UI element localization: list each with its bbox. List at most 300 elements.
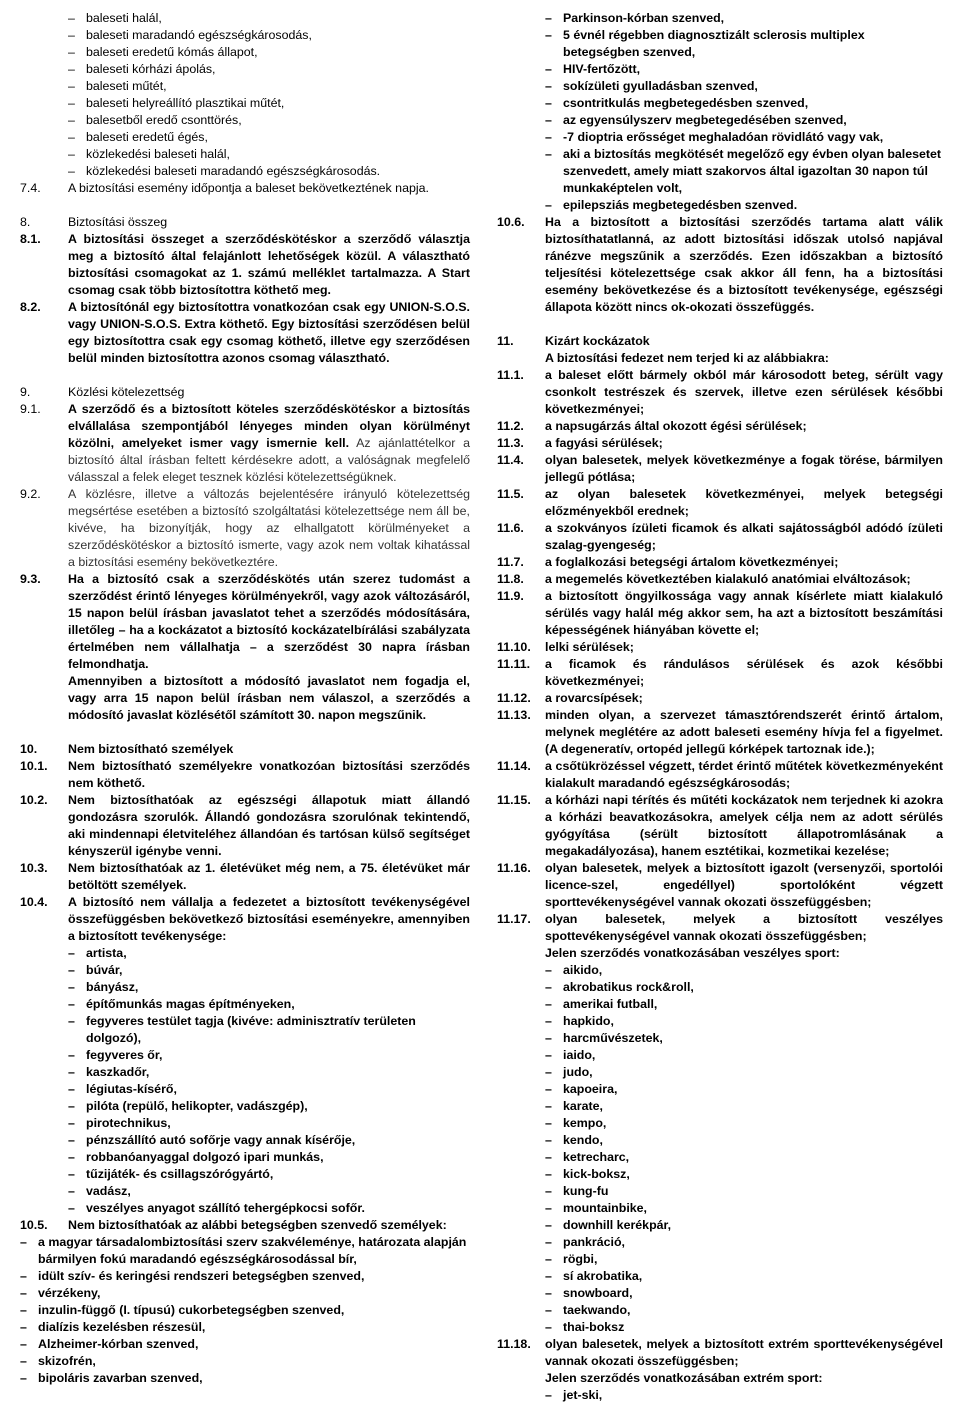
section-text: a csőtükrözéssel végzett, térdet érintő műtétek következményeként kialakult maradandó egészségkárosodás; [545,759,943,790]
dash-marker: – [68,147,75,161]
dash-marker: – [545,1082,552,1096]
dash-item-text: vadász, [86,1184,131,1198]
dash-marker: – [20,1286,27,1300]
section-text: Nem biztosítható személyek [68,742,234,756]
section-number: 11. [497,334,514,348]
dash-list-item [545,979,943,996]
dash-marker: – [68,62,75,76]
section-right-items-12 [497,707,943,758]
dash-marker: – [68,130,75,144]
dash-list-item [68,1064,470,1081]
dash-item-text: Parkinson-kórban szenved, [563,11,725,25]
section-text: Ha a biztosított a biztosítási szerződés tartama alatt válik biztosíthatatlanná, az adott biztosítási időszak utolsó napjával ránézve megszűnik a szerződés. Ezen időszakban a biztosító teljesítési kötelezettsége csak akkor áll fenn, ha a biztosítási esemény bekövetkezése és a biztosított tevékenysége, egészségi állapota között nincs ok-okozati összefüggés. [545,215,943,314]
dash-marker: – [545,1201,552,1215]
section-left-s10 [20,741,470,758]
dash-item-text: pénzszállító autó sofőrje vagy annak kísérője, [86,1133,356,1147]
dash-marker: – [545,1099,552,1113]
dash-item-text: csontritkulás megbetegedésben szenved, [563,96,809,110]
dash-list-item [68,146,470,163]
section-right-items-3 [497,452,943,486]
dash-marker: – [545,1218,552,1232]
dash-item-text: közlekedési baleseti halál, [86,147,230,161]
dash-list-item [68,945,470,962]
section-right-items-10 [497,656,943,690]
section-text: A biztosítási összeget a szerződéskötéskor a szerződő választja meg a biztosító által felajánlott lehetőségek közül. A választható biztosítási csomagokat az 1. számú melléklet tartalmazza. A Start csomag csak több biztosítottra köthető meg. [68,232,470,297]
dash-marker: – [545,130,552,144]
left-column [20,10,470,1387]
dash-item-text: pankráció, [563,1235,625,1249]
dash-item-text: artista, [86,946,127,960]
dash-marker: – [68,79,75,93]
section-right-items-4 [497,486,943,520]
dash-item-text: baleseti műtét, [86,79,167,93]
section-number: 11.13. [497,708,531,722]
section-text: Nem biztosítható személyekre vonatkozóan biztosítási szerződés nem köthető. [68,759,470,790]
section-text: a szokványos ízületi ficamok és alkati sajátosságból adódó ízületi szalag-gyengeség; [545,521,943,552]
dash-marker: – [68,1150,75,1164]
section-number: 11.8. [497,572,524,586]
section-number: 11.9. [497,589,524,603]
dash-item-text: judo, [563,1065,593,1079]
section-number: 10.3. [20,861,48,875]
section-text: Nem biztosíthatóak az alábbi betegségben szenvedő személyek: [68,1218,447,1232]
section-text: lelki sérülések; [545,640,634,654]
section-number: 11.12. [497,691,531,705]
dash-list-item [545,962,943,979]
dash-list-item [545,61,943,78]
section-text: A biztosítónál egy biztosítottra vonatkozóan csak egy UNION-S.O.S. vagy UNION-S.O.S. Extra köthető. Egy biztosítási szerződésen belül egy biztosítottra csak egy csomag köthető, illetve egy szerződésen belül minden biztosítottra azonos csomag választható. [68,300,470,365]
dash-marker: – [68,946,75,960]
dash-marker: – [68,1133,75,1147]
section-number: 10.2. [20,793,48,807]
dash-item-text: kendo, [563,1133,603,1147]
dash-item-text: harcművészetek, [563,1031,663,1045]
dash-marker: – [545,1269,552,1283]
dash-marker: – [20,1354,27,1368]
section-left-s8_2 [20,299,470,367]
dash-item-text: fegyveres testület tagja (kivéve: adminisztratív területen dolgozó), [86,1014,416,1045]
dash-list-item [68,78,470,95]
section-number: 11.3. [497,436,524,450]
section-right-s11 [497,333,943,350]
section-text: a kórházi napi térítés és műtéti kockázatok nem terjednek ki azokra a kórházi beavatkozásokra, amelyek célja nem az adott sérülés gyógyítása (sérült biztosított állapotromlásának a megakadályozása), hanem esztétikai, kozmetikai kezelése; [545,793,943,858]
section-text: Közlési kötelezettség [68,385,185,399]
section-right-items-2 [497,435,943,452]
dash-item-text: kaszkadőr, [86,1065,150,1079]
dash-list-item [545,1081,943,1098]
dash-list-item [545,996,943,1013]
dash-list-item [545,1132,943,1149]
dash-list-item [68,1115,470,1132]
dash-list-item [68,979,470,996]
section-number: 7.4. [20,181,41,195]
section-number: 11.16. [497,861,531,875]
dash-item-text: karate, [563,1099,603,1113]
dash-item-text: kick-boksz, [563,1167,630,1181]
dash-item-text: thai-boksz [563,1320,625,1334]
dash-marker: – [545,963,552,977]
dash-item-text: balesetből eredő csonttörés, [86,113,242,127]
section-left-s8_1 [20,231,470,299]
dash-list-item [20,1353,470,1370]
spacer [497,316,943,333]
section-left-s10_2 [20,792,470,860]
dash-list-item [68,163,470,180]
dash-item-text: baleseti halál, [86,11,162,25]
dash-item-text: építőmunkás magas építményeken, [86,997,295,1011]
dash-item-text: veszélyes anyagot szállító tehergépkocsi sofőr. [86,1201,365,1215]
dash-item-text: az egyensúlyszerv megbetegedésében szenved, [563,113,847,127]
dash-list-item [545,1319,943,1336]
dash-list-item [545,129,943,146]
section-text: A biztosító nem vállalja a fedezetet a biztosított tevékenységével összefüggésben bekövetkező biztosítási eseményekre, amennyiben a biztosított tevékenysége: [68,895,470,943]
dash-item-text: mountainbike, [563,1201,647,1215]
section-left-s10_4 [20,894,470,945]
dash-marker: – [545,1286,552,1300]
dash-item-text: 5 évnél régebben diagnosztizált sclerosis multiplex betegségben szenved, [563,28,865,59]
dash-item-text: a magyar társadalombiztosítási szerv szakvéleménye, határozata alapján bármilyen fokú maradandó egészségkárosodással bír, [38,1235,467,1266]
dash-item-text: akrobatikus rock&roll, [563,980,694,994]
dash-item-text: taekwando, [563,1303,631,1317]
section-number: 11.11. [497,657,531,671]
section-paragraph: Jelen szerződés vonatkozásában extrém sport: [545,1371,823,1385]
dash-list-item [68,1013,470,1047]
dash-item-text: snowboard, [563,1286,633,1300]
section-number: 11.15. [497,793,531,807]
dash-marker: – [68,164,75,178]
dash-item-text: idült szív- és keringési rendszeri betegségben szenved, [38,1269,365,1283]
section-text: az olyan balesetek következményei, melyek betegségi előzményekből erednek; [545,487,943,518]
dash-item-text: kung-fu [563,1184,609,1198]
section-number: 10. [20,742,38,756]
dash-item-text: kempo, [563,1116,607,1130]
dash-marker: – [68,45,75,59]
dash-item-text: bányász, [86,980,139,994]
dash-item-text: inzulin-függő (I. típusú) cukorbetegségben szenved, [38,1303,345,1317]
dash-list-item [545,1234,943,1251]
section-right-items-8 [497,588,943,639]
section-text: olyan balesetek, melyek a biztosított extrém sporttevékenységével vannak okozati összefüggésben; [545,1337,943,1368]
section-left-s9_2 [20,486,470,571]
dash-marker: – [68,997,75,1011]
section-left-s8 [20,214,470,231]
dash-marker: – [545,1133,552,1147]
dash-item-text: pilóta (repülő, helikopter, vadászgép), [86,1099,308,1113]
section-text: olyan balesetek, melyek a biztosított igazolt (versenyzői, sportolói licence-szel, engedéllyel) sportolóként végzett sporttevékenységével vannak okozati összefüggésben; [545,861,943,909]
section-text: a fagyási sérülések; [545,436,663,450]
dash-item-text: dialízis kezelésben részesül, [38,1320,206,1334]
section-text: olyan balesetek, melyek következménye a fogak törése, bármilyen jellegű pótlása; [545,453,943,484]
section-number: 10.6. [497,215,525,229]
dash-item-text: hapkido, [563,1014,614,1028]
dash-item-text: aki a biztosítás megkötését megelőző egy évben olyan balesetet szenvedett, amely miatt szakorvos által igazoltan 30 napon túl munkaképtelen volt, [563,147,942,195]
spacer [20,724,470,741]
dash-item-text: robbanóanyaggal dolgozó ipari munkás, [86,1150,324,1164]
dash-item-text: sokízületi gyulladásban szenved, [563,79,758,93]
section-right-items-0 [497,367,943,418]
section-paragraph: Amennyiben a biztosított a módosító javaslatot nem fogadja el, vagy arra 15 napon belül írásban nem válaszol, a szerződés a módosító javaslat közlésétől számított 30. napon megszűnik. [68,674,470,722]
section-left-s9_1 [20,401,470,486]
section-number: 8.2. [20,300,41,314]
dash-list-item [68,129,470,146]
dash-list-item [545,1064,943,1081]
dash-marker: – [545,1303,552,1317]
section-text: A közlésre, illetve a változás bejelentésére irányuló kötelezettség megsértése esetében a biztosító szolgáltatási kötelezettsége nem áll be, kivéve, ha bizonyítják, hogy az elhallgatott körülményeket a szerződéskötéskor a biztosító ismerte, vagy azok nem voltak kihatással a biztosítási esemény bekövetkeztére. [68,487,470,569]
dash-marker: – [545,1116,552,1130]
dash-list-item [545,1149,943,1166]
dash-item-text: baleseti kórházi ápolás, [86,62,216,76]
dash-list-item [545,1217,943,1234]
dash-marker: – [545,11,552,25]
dash-marker: – [68,1048,75,1062]
dash-item-text: epilepsziás megbetegedésben szenved. [563,198,798,212]
dash-marker: – [545,28,552,42]
section-text: a baleset előtt bármely okból már károsodott beteg, sérült vagy csonkolt testrészek és szervek, illetve ezen sérülések későbbi következményei; [545,368,943,416]
section-number: 10.5. [20,1218,48,1232]
section-text: a rovarcsípések; [545,691,643,705]
dash-list-item [20,1285,470,1302]
dash-list-item [68,112,470,129]
section-number: 11.6. [497,521,524,535]
section-number: 9.3. [20,572,41,586]
dash-list-item [68,1132,470,1149]
section-number: 10.4. [20,895,48,909]
dash-item-text: baleseti eredetű égés, [86,130,208,144]
dash-list-item [68,10,470,27]
dash-marker: – [545,1014,552,1028]
section-number: 11.7. [497,555,524,569]
dash-list-item [545,1200,943,1217]
dash-item-text: HIV-fertőzött, [563,62,641,76]
dash-list-item [545,1285,943,1302]
section-number: 11.1. [497,368,524,382]
section-left-s9_3 [20,571,470,673]
dash-marker: – [545,1184,552,1198]
dash-marker: – [20,1303,27,1317]
dash-item-text: vérzékeny, [38,1286,101,1300]
section-number: 8.1. [20,232,41,246]
section-left-s10_5 [20,1217,470,1234]
section-text: a napsugárzás által okozott égési sérülések; [545,419,807,433]
section-text: a ficamok és rándulásos sérülések és azok későbbi következményei; [545,657,943,688]
section-text: a biztosított öngyilkossága vagy annak kísérlete miatt kialakuló sérülés vagy halál még akkor sem, ha azt a biztosított beszámítási képességének hiányában követte el; [545,589,943,637]
dash-list-item [545,10,943,27]
dash-item-text: ketrecharc, [563,1150,630,1164]
spacer [20,367,470,384]
section-left-s9 [20,384,470,401]
dash-marker: – [545,96,552,110]
dash-list-item [20,1268,470,1285]
dash-list-item [68,1081,470,1098]
section-text [68,401,470,486]
dash-list-item [68,95,470,112]
dash-item-text: kapoeira, [563,1082,618,1096]
section-text: A biztosítási esemény időpontja a baleset bekövetkeztének napja. [68,181,429,195]
dash-list-item [20,1370,470,1387]
dash-item-text: -7 dioptria erősséget meghaladóan rövidlátó vagy vak, [563,130,884,144]
section-text: olyan balesetek, melyek a biztosított veszélyes spottevékenységével vannak okozati összefüggésben; [545,912,943,943]
dash-marker: – [68,96,75,110]
dash-item-text: Alzheimer-kórban szenved, [38,1337,199,1351]
section-right-items-5 [497,520,943,554]
dash-item-text: iaido, [563,1048,596,1062]
dash-list-item [20,1336,470,1353]
dash-list-item [68,962,470,979]
dash-list-item [545,1183,943,1200]
section-right-items-9 [497,639,943,656]
section-text: a megemelés következtében kialakuló anatómiai elváltozások; [545,572,911,586]
dash-list-item [545,1251,943,1268]
dash-list-item [68,1047,470,1064]
dash-marker: – [20,1320,27,1334]
section-left-s10_1 [20,758,470,792]
dash-list-item [545,112,943,129]
dash-list-item [545,1387,943,1404]
dash-item-text: baleseti eredetű kómás állapot, [86,45,258,59]
dash-marker: – [68,1099,75,1113]
dash-list-item [545,1115,943,1132]
dash-item-text: búvár, [86,963,123,977]
dash-list-item [68,1149,470,1166]
section-number: 11.5. [497,487,524,501]
dash-marker: – [545,1065,552,1079]
dash-item-text: közlekedési baleseti maradandó egészségkárosodás. [86,164,381,178]
right-column [497,10,943,1404]
dash-marker: – [68,1082,75,1096]
dash-item-text: tűzijáték- és csillagszórógyártó, [86,1167,274,1181]
dash-list-item [68,44,470,61]
dash-marker: – [68,1167,75,1181]
dash-marker: – [68,963,75,977]
dash-marker: – [545,997,552,1011]
section-right-items-15 [497,860,943,911]
dash-item-text: baleseti maradandó egészségkárosodás, [86,28,312,42]
dash-item-text: sí akrobatika, [563,1269,643,1283]
dash-marker: – [545,198,552,212]
dash-list-item [545,95,943,112]
spacer [20,197,470,214]
dash-marker: – [545,1167,552,1181]
dash-marker: – [68,1201,75,1215]
section-right-items-13 [497,758,943,792]
dash-list-item [545,146,943,197]
section-right-items-6 [497,554,943,571]
dash-marker: – [545,1235,552,1249]
dash-list-item [545,1302,943,1319]
dash-list-item [68,1183,470,1200]
dash-marker: – [545,1048,552,1062]
dash-list-item [545,1268,943,1285]
dash-item-text: amerikai futball, [563,997,658,1011]
dash-list-item [545,197,943,214]
section-right-s11_18 [497,1336,943,1370]
dash-list-item [545,78,943,95]
section-right-items-14 [497,792,943,860]
dash-marker: – [545,79,552,93]
dash-marker: – [545,62,552,76]
dash-list-item [68,61,470,78]
dash-item-text: skizofrén, [38,1354,96,1368]
dash-marker: – [68,11,75,25]
dash-marker: – [20,1371,27,1385]
dash-item-text: aikido, [563,963,603,977]
dash-list-item [68,996,470,1013]
dash-marker: – [20,1235,27,1249]
dash-marker: – [68,1014,75,1028]
section-number: 11.4. [497,453,524,467]
section-number: 11.10. [497,640,531,654]
dash-list-item [20,1234,470,1268]
section-right-items-1 [497,418,943,435]
dash-list-item [545,1166,943,1183]
section-text-bold: A szerződő és a biztosított köteles szerződéskötéskor a biztosítás elvállalása szempontjából lényeges minden olyan körülményt közölni, amelyeket ismer vagy ismernie kell. [68,402,470,450]
dash-marker: – [545,980,552,994]
dash-list-item [545,1098,943,1115]
section-text: Ha a biztosító csak a szerződéskötés után szerez tudomást a szerződést érintő lényeges körülményekről, vagy azok változásáról, 15 napon belül írásban javaslatot tehet a szerződés módosítására, illetőleg – ha a kockázatot a biztosító kockázatelbírálási szabályzata értelmében nem vállalhatja – a szerződést 30 napra írásban felmondhatja. [68,572,470,671]
section-text: Nem biztosíthatóak az egészségi állapotuk miatt állandó gondozásra szorulók. Állandó gondozásra szorulónak tekintendő, aki mindennapi életviteléhez állandóan és tartósan külső segítséget kényszerül igénybe venni. [68,793,470,858]
section-left-s7_4 [20,180,470,197]
dash-item-text: fegyveres őr, [86,1048,163,1062]
section-text-regular: Az ajánlattételkor a biztosító által írásban feltett kérdésekre adott, a valóságnak megfelelő válasszal a felek eleget tesznek közlési kötelezettségüknek. [68,436,470,484]
section-paragraph: A biztosítási fedezet nem terjed ki az alábbiakra: [545,351,829,365]
dash-item-text: légiutas-kísérő, [86,1082,177,1096]
dash-marker: – [545,1031,552,1045]
section-right-items-11 [497,690,943,707]
section-text: Kizárt kockázatok [545,334,650,348]
section-left-s10_3 [20,860,470,894]
section-number: 8. [20,215,31,229]
section-text: Biztosítási összeg [68,215,168,229]
dash-item-text: rögbi, [563,1252,598,1266]
dash-marker: – [68,28,75,42]
dash-item-text: baleseti helyreállító plasztikai műtét, [86,96,285,110]
section-number: 11.2. [497,419,524,433]
section-text: a foglalkozási betegségi ártalom következményei; [545,555,839,569]
dash-list-item [545,1030,943,1047]
dash-marker: – [68,1065,75,1079]
dash-marker: – [545,147,552,161]
section-number: 9.2. [20,487,41,501]
dash-marker: – [545,1252,552,1266]
section-text: minden olyan, a szervezet támasztórendszerét érintő ártalom, melynek meglétére az adott baleseti esemény hívja fel a figyelmet. (A degeneratív, ortopéd jellegű kórképek tartoznak ide.); [545,708,943,756]
dash-list-item [68,1200,470,1217]
dash-item-text: bipoláris zavarban szenved, [38,1371,203,1385]
dash-item-text: downhill kerékpár, [563,1218,672,1232]
dash-list-item [545,1047,943,1064]
section-text: Nem biztosíthatóak az 1. életévüket még nem, a 75. életévüket már betöltött személyek. [68,861,470,892]
dash-list-item [545,1013,943,1030]
section-number: 11.17. [497,912,531,926]
dash-marker: – [20,1269,27,1283]
section-number: 11.14. [497,759,531,773]
section-number: 9. [20,385,31,399]
section-right-items-16 [497,911,943,945]
section-right-items-7 [497,571,943,588]
dash-marker: – [68,113,75,127]
dash-marker: – [68,980,75,994]
dash-list-item [68,1098,470,1115]
dash-marker: – [545,1388,552,1402]
section-number: 9.1. [20,402,41,416]
dash-marker: – [68,1184,75,1198]
section-number: 11.18. [497,1337,531,1351]
dash-marker: – [545,1150,552,1164]
dash-marker: – [68,1116,75,1130]
dash-marker: – [545,113,552,127]
section-right-s10_6 [497,214,943,316]
section-number: 10.1. [20,759,48,773]
dash-list-item [68,1166,470,1183]
